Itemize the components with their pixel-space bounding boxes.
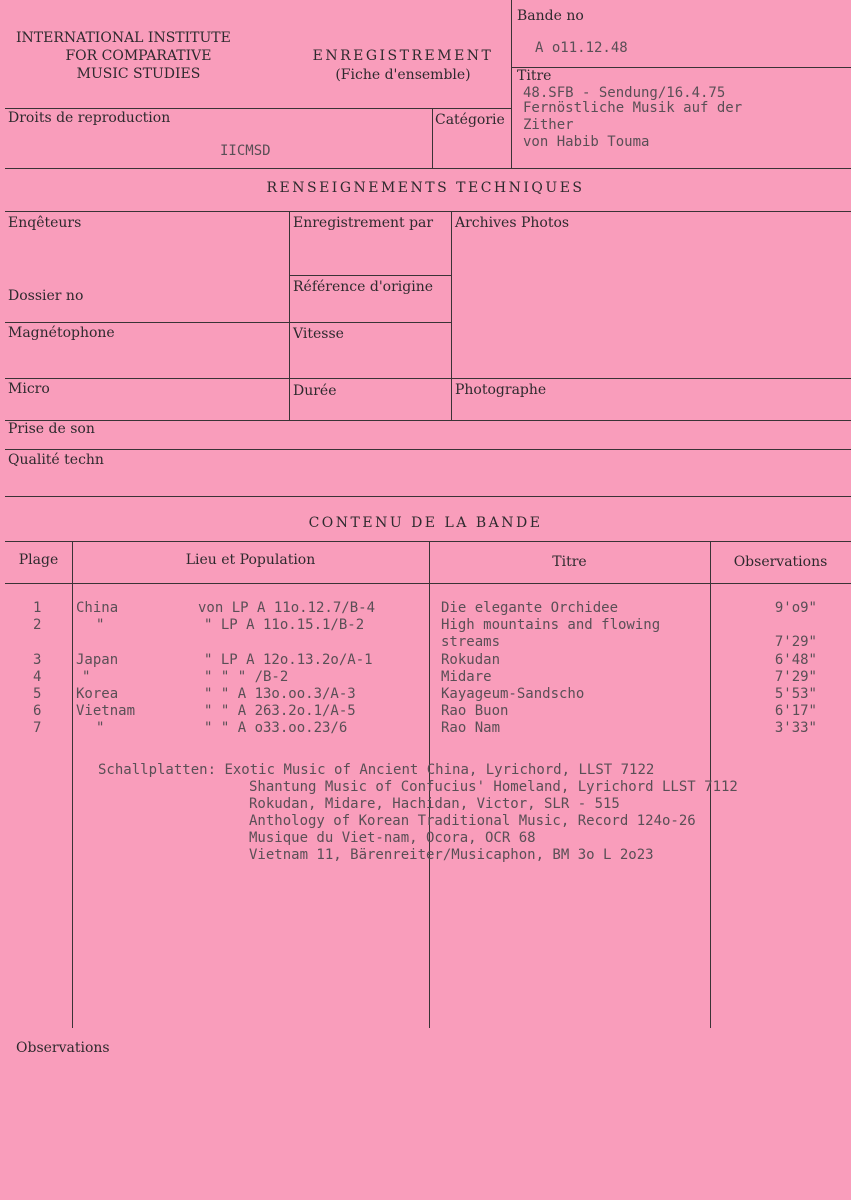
table-row: 3 Japan " LP A 12o.13.2o/A-1 Rokudan 6'48": [33, 652, 817, 668]
record-item: Exotic Music of Ancient China, Lyrichord, LLST 7122: [224, 762, 655, 778]
record-item: Vietnam 11, Bärenreiter/Musicaphon, BM 3o L 2o23: [249, 847, 654, 863]
divider: [5, 583, 851, 584]
droits-value: IICMSD: [220, 143, 271, 159]
divider: [289, 211, 290, 420]
micro-label: Micro: [8, 381, 50, 397]
table-row: 7 " " " A o33.oo.23/6 Rao Nam 3'33": [33, 720, 817, 736]
divider: [432, 108, 433, 168]
dossier-no-label: Dossier no: [8, 288, 84, 304]
categorie-label: Catégorie: [435, 112, 505, 128]
titre-line-4: von Habib Touma: [523, 134, 650, 150]
column-header-lieu: Lieu et Population: [185, 552, 316, 568]
droits-label: Droits de reproduction: [8, 110, 171, 126]
table-row: 1 China von LP A 11o.12.7/B-4 Die elegante Orchidee 9'o9": [33, 600, 817, 616]
column-header-titre: Titre: [552, 554, 587, 570]
form-subtitle: (Fiche d'ensemble): [335, 67, 471, 83]
divider: [5, 496, 851, 497]
record-item: Rokudan, Midare, Hachidan, Victor, SLR - 515: [249, 796, 620, 812]
divider: [5, 541, 851, 542]
divider: [511, 67, 851, 68]
institute-name-line-3: MUSIC STUDIES: [76, 66, 201, 82]
table-row: 2 " " LP A 11o.15.1/B-2 High mountains and flowing: [33, 617, 661, 633]
record-item: Musique du Viet-nam, Ocora, OCR 68: [249, 830, 536, 846]
column-header-plage: Plage: [18, 552, 59, 568]
photographe-label: Photographe: [455, 382, 547, 398]
divider: [511, 0, 512, 168]
divider: [289, 275, 451, 276]
form-title: ENREGISTREMENT: [312, 48, 494, 64]
table-row: streams 7'29": [441, 634, 817, 650]
divider: [5, 168, 851, 169]
tech-heading: RENSEIGNEMENTS TECHNIQUES: [266, 180, 585, 196]
titre-line-2: Fernöstliche Musik auf der: [523, 100, 743, 116]
vitesse-label: Vitesse: [293, 326, 344, 342]
table-row: 5 Korea " " A 13o.oo.3/A-3 Kayageum-Sandscho 5'53": [33, 686, 817, 702]
archives-photos-label: Archives Photos: [455, 215, 570, 231]
institute-name-line-2: FOR COMPARATIVE: [65, 48, 212, 64]
titre-line-3: Zither: [523, 117, 574, 133]
column-header-observations: Observations: [733, 554, 828, 570]
divider: [5, 378, 851, 379]
observations-label: Observations: [16, 1040, 110, 1056]
enregistrement-par-label: Enregistrement par: [293, 215, 434, 231]
records-list: [98, 762, 738, 864]
enqueteurs-label: Enqêteurs: [8, 215, 82, 231]
divider: [5, 108, 511, 109]
contenu-heading: CONTENU DE LA BANDE: [308, 515, 543, 531]
divider: [451, 211, 452, 420]
divider: [5, 211, 851, 212]
table-row: 4 " " " " /B-2 Midare 7'29": [33, 669, 817, 685]
magnetophone-label: Magnétophone: [8, 325, 115, 341]
prise-de-son-label: Prise de son: [8, 421, 95, 437]
divider: [5, 322, 451, 323]
table-row: 6 Vietnam " " A 263.2o.1/A-5 Rao Buon 6'17": [33, 703, 817, 719]
record-item: Anthology of Korean Traditional Music, Record 124o-26: [249, 813, 696, 829]
titre-line-1: 48.SFB - Sendung/16.4.75: [523, 85, 726, 101]
titre-label: Titre: [517, 68, 552, 84]
schallplatten-label: Schallplatten:: [98, 762, 217, 778]
duree-label: Durée: [293, 383, 337, 399]
institute-name-line-1: INTERNATIONAL INSTITUTE: [16, 30, 231, 46]
reference-origine-label: Référence d'origine: [293, 279, 434, 295]
bande-label: Bande no: [517, 8, 584, 24]
qualite-techn-label: Qualité techn: [8, 452, 104, 468]
divider: [5, 449, 851, 450]
bande-value: A o11.12.48: [535, 40, 628, 56]
record-item: Shantung Music of Confucius' Homeland, Lyrichord LLST 7112: [249, 779, 738, 795]
divider: [5, 420, 851, 421]
